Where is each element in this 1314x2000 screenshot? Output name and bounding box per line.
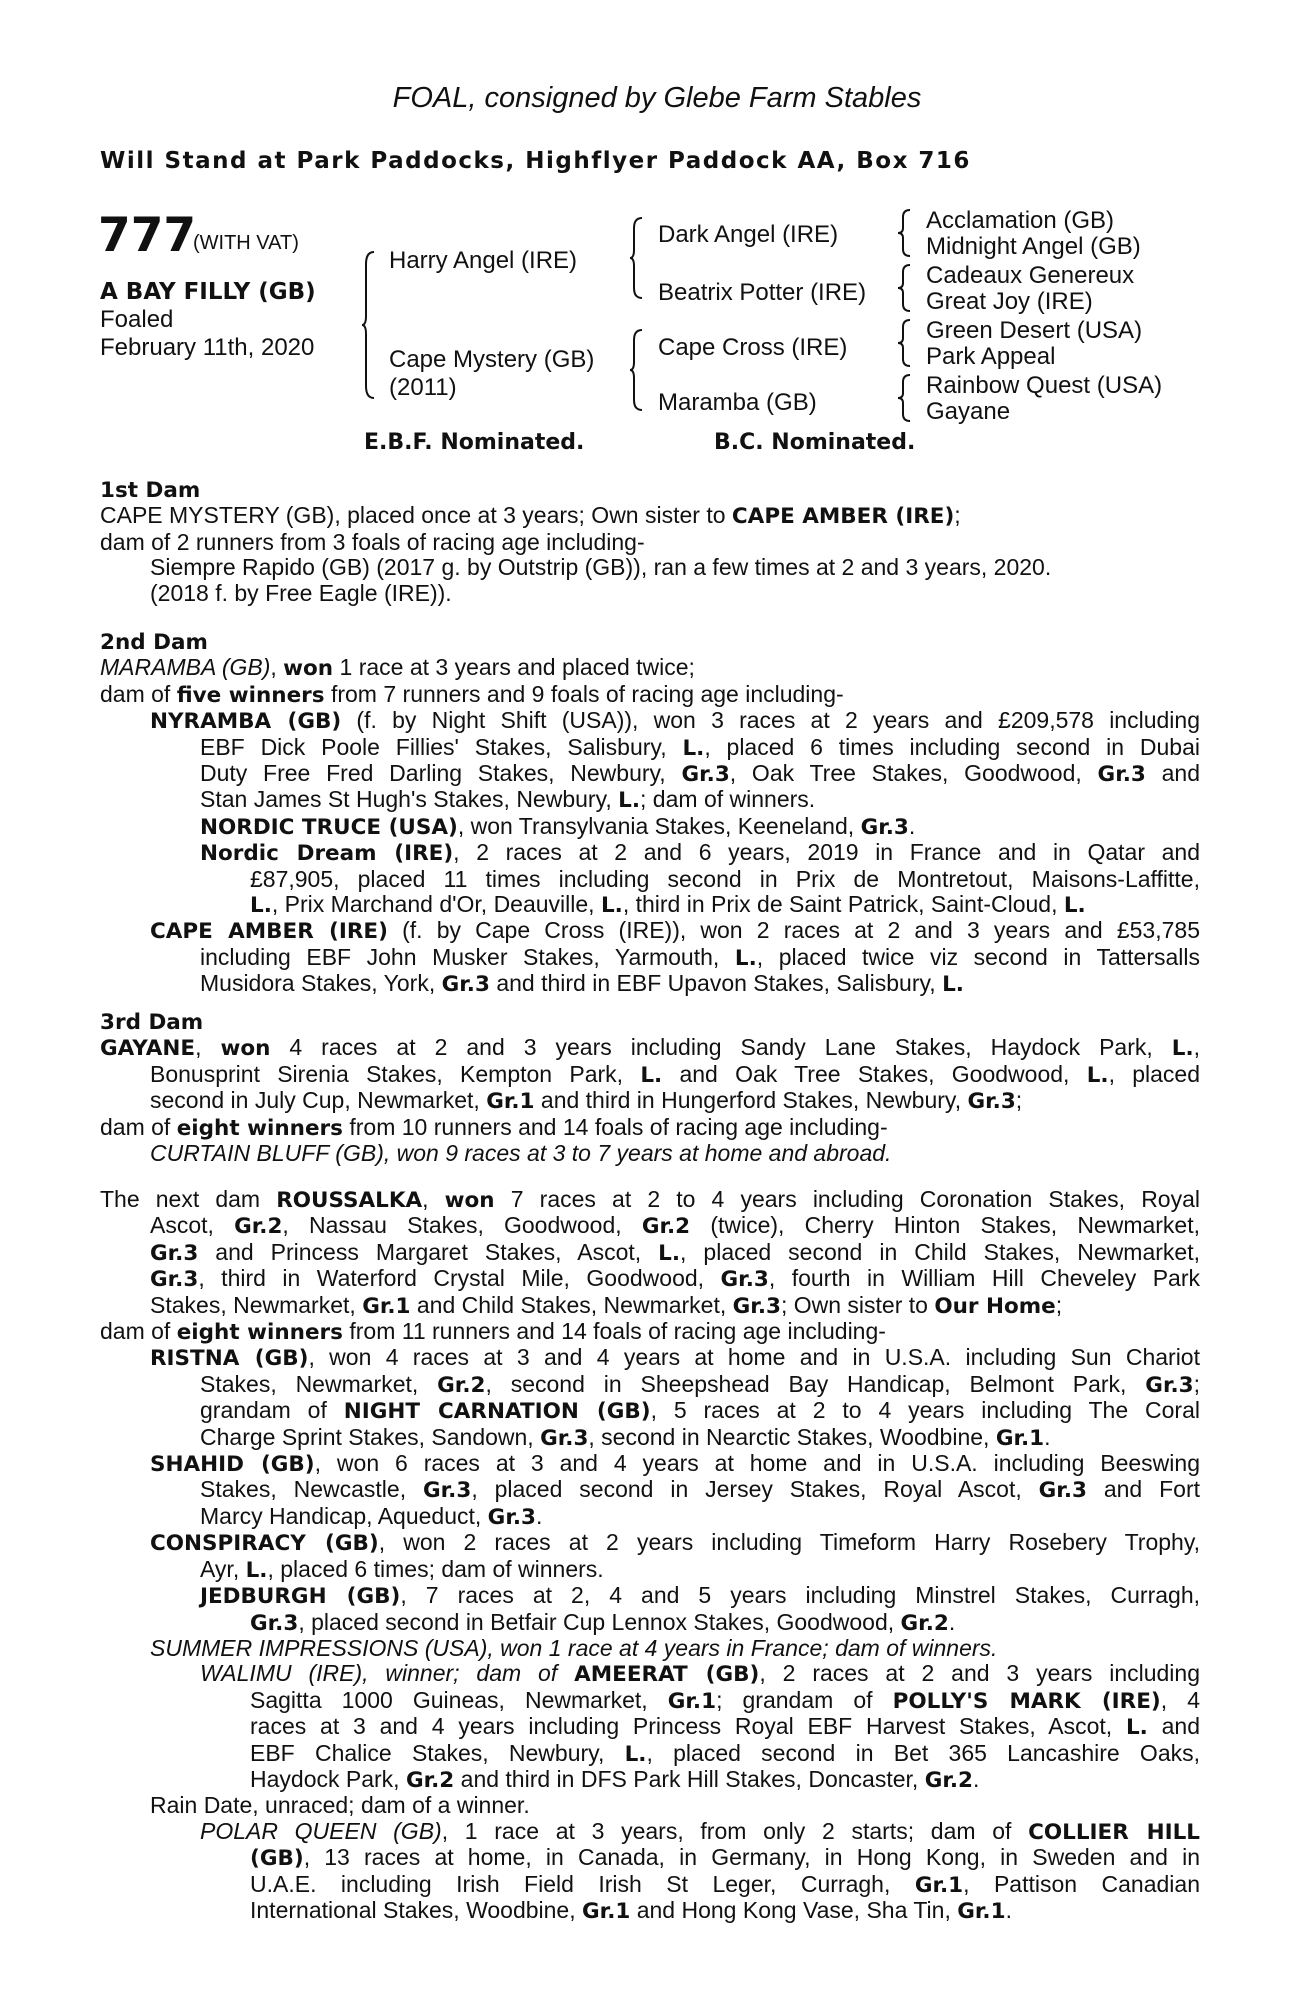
lot-description: A BAY FILLY (GB)	[100, 279, 316, 305]
next-dam-line: POLAR QUEEN (GB), 1 race at 3 years, from only 2 starts; dam of COLLIER HILL	[200, 1817, 1200, 1845]
first-dam-line: dam of 2 runners from 3 foals of racing age including-	[100, 528, 645, 555]
next-dam-line: SUMMER IMPRESSIONS (USA), won 1 race at 4 years in France; dam of winners.	[150, 1634, 998, 1661]
next-dam-line: EBF Chalice Stakes, Newbury, L., placed second in Bet 365 Lancashire Oaks,	[250, 1739, 1201, 1767]
sire-sire-sire: Acclamation (GB)	[926, 207, 1115, 234]
second-dam-line: £87,905, placed 11 times including second in Prix de Montretout, Maisons-Laffitte,	[250, 865, 1200, 892]
third-dam-heading: 3rd Dam	[100, 1010, 204, 1035]
next-dam-line: Marcy Handicap, Aqueduct, Gr.3.	[200, 1502, 543, 1530]
next-dam-line: Rain Date, unraced; dam of a winner.	[150, 1792, 530, 1819]
foaled-label: Foaled	[100, 306, 174, 333]
dam-sire: Cape Cross (IRE)	[658, 334, 848, 361]
sire: Harry Angel (IRE)	[389, 247, 578, 274]
second-dam-line: MARAMBA (GB), won 1 race at 3 years and placed twice;	[100, 654, 695, 682]
next-dam-line: JEDBURGH (GB), 7 races at 2, 4 and 5 years including Minstrel Stakes, Curragh,	[200, 1582, 1201, 1610]
vat-note: (WITH VAT)	[193, 232, 299, 254]
first-dam-heading: 1st Dam	[100, 478, 201, 503]
second-dam-line: L., Prix Marchand d'Or, Deauville, L., third in Prix de Saint Patrick, Saint-Cloud, L.	[250, 891, 1086, 919]
first-dam-section	[100, 478, 1200, 606]
pedigree-bracket-3a	[898, 208, 912, 258]
catalogue-title: FOAL, consigned by Glebe Farm Stables	[392, 82, 922, 114]
first-dam-line: CAPE MYSTERY (GB), placed once at 3 years; Own sister to CAPE AMBER (IRE);	[100, 502, 961, 530]
next-dam-line: Ascot, Gr.2, Nassau Stakes, Goodwood, Gr.2 (twice), Cherry Hinton Stakes, Newmarket,	[150, 1212, 1201, 1240]
third-dam-section	[100, 1010, 1200, 1166]
next-dam-line: The next dam ROUSSALKA, won 7 races at 2 to 4 years including Coronation Stakes, Royal	[100, 1186, 1200, 1213]
sire-dam-dam: Great Joy (IRE)	[926, 288, 1093, 315]
second-dam-line: Duty Free Fred Darling Stakes, Newbury, Gr.3, Oak Tree Stakes, Goodwood, Gr.3 and	[200, 760, 1200, 788]
dam: Cape Mystery (GB)	[389, 346, 595, 373]
second-dam-line: dam of five winners from 7 runners and 9 foals of racing age including-	[100, 680, 844, 708]
second-dam-line: Musidora Stakes, York, Gr.3 and third in EBF Upavon Stakes, Salisbury, L.	[200, 970, 964, 998]
sire-dam-sire: Cadeaux Genereux	[926, 262, 1135, 289]
pedigree-bracket-1	[362, 250, 376, 400]
first-dam-line: Siempre Rapido (GB) (2017 g. by Outstrip (GB)), ran a few times at 2 and 3 years, 2020.	[150, 554, 1052, 581]
second-dam-line: Nordic Dream (IRE), 2 races at 2 and 6 years, 2019 in France and in Qatar and	[200, 839, 1201, 867]
dam-dam: Maramba (GB)	[658, 389, 817, 416]
next-dam-line: Stakes, Newmarket, Gr.2, second in Sheepshead Bay Handicap, Belmont Park, Gr.3;	[200, 1370, 1200, 1398]
dam-sire-sire: Green Desert (USA)	[926, 317, 1143, 344]
second-dam-line: EBF Dick Poole Fillies' Stakes, Salisbury, L., placed 6 times including second in Dubai	[200, 733, 1200, 761]
pedigree-bracket-3c	[898, 318, 912, 368]
next-dam-line: WALIMU (IRE), winner; dam of AMEERAT (GB), 2 races at 2 and 3 years including	[200, 1660, 1200, 1688]
pedigree-bracket-3b	[898, 263, 912, 313]
next-dam-line: RISTNA (GB), won 4 races at 3 and 4 years at home and in U.S.A. including Sun Chariot	[150, 1344, 1200, 1372]
next-dam-line: U.A.E. including Irish Field Irish St Leger, Curragh, Gr.1, Pattison Canadian	[250, 1870, 1200, 1898]
second-dam-line: Stan James St Hugh's Stakes, Newbury, L.; dam of winners.	[200, 786, 816, 814]
second-dam-line: NYRAMBA (GB) (f. by Night Shift (USA)), won 3 races at 2 years and £209,578 including	[150, 707, 1200, 735]
dam-dam-sire: Rainbow Quest (USA)	[926, 372, 1163, 399]
next-dam-line: CONSPIRACY (GB), won 2 races at 2 years including Timeform Harry Rosebery Trophy,	[150, 1529, 1201, 1557]
second-dam-heading: 2nd Dam	[100, 630, 208, 655]
next-dam-line: Gr.3 and Princess Margaret Stakes, Ascot, L., placed second in Child Stakes, Newmarket,	[150, 1238, 1200, 1266]
next-dam-line: Charge Sprint Stakes, Sandown, Gr.3, second in Nearctic Stakes, Woodbine, Gr.1.	[200, 1423, 1051, 1451]
sire-sire-dam: Midnight Angel (GB)	[926, 233, 1141, 260]
lot-number: 777	[98, 208, 197, 263]
third-dam-line: GAYANE, won 4 races at 2 and 3 years including Sandy Lane Stakes, Haydock Park, L.,	[100, 1034, 1201, 1062]
pedigree-bracket-2b	[630, 328, 644, 412]
second-dam-section	[100, 630, 1200, 998]
next-dam-line: International Stakes, Woodbine, Gr.1 and Hong Kong Vase, Sha Tin, Gr.1.	[250, 1896, 1012, 1924]
next-dam-line: Sagitta 1000 Guineas, Newmarket, Gr.1; grandam of POLLY'S MARK (IRE), 4	[250, 1686, 1200, 1714]
dam-sire-dam: Park Appeal	[926, 343, 1056, 370]
next-dam-line: Gr.3, third in Waterford Crystal Mile, Goodwood, Gr.3, fourth in William Hill Cheveley Park	[150, 1265, 1200, 1293]
second-dam-line: including EBF John Musker Stakes, Yarmouth, L., placed twice viz second in Tattersalls	[200, 943, 1200, 971]
sire-sire: Dark Angel (IRE)	[658, 221, 839, 248]
second-dam-line: CAPE AMBER (IRE) (f. by Cape Cross (IRE)), won 2 races at 2 and 3 years and £53,785	[150, 917, 1200, 945]
sire-dam: Beatrix Potter (IRE)	[658, 279, 867, 306]
bc-nominated: B.C. Nominated.	[714, 430, 916, 455]
next-dam-line: Gr.3, placed second in Betfair Cup Lennox Stakes, Goodwood, Gr.2.	[250, 1608, 956, 1636]
pedigree-bracket-3d	[898, 373, 912, 423]
dam-year: (2011)	[389, 374, 457, 401]
second-dam-line: NORDIC TRUCE (USA), won Transylvania Stakes, Keeneland, Gr.3.	[200, 812, 916, 840]
next-dam-section	[100, 1187, 1200, 1924]
third-dam-line: second in July Cup, Newmarket, Gr.1 and third in Hungerford Stakes, Newbury, Gr.3;	[150, 1087, 1023, 1115]
ebf-nominated: E.B.F. Nominated.	[364, 430, 585, 455]
third-dam-line: CURTAIN BLUFF (GB), won 9 races at 3 to 7 years at home and abroad.	[150, 1140, 892, 1167]
next-dam-line: Stakes, Newmarket, Gr.1 and Child Stakes, Newmarket, Gr.3; Own sister to Our Home;	[150, 1291, 1063, 1319]
third-dam-line: Bonusprint Sirenia Stakes, Kempton Park, L. and Oak Tree Stakes, Goodwood, L., placed	[150, 1060, 1200, 1088]
next-dam-line: races at 3 and 4 years including Princess Royal EBF Harvest Stakes, Ascot, L. and	[250, 1713, 1200, 1741]
pedigree-bracket-2a	[630, 216, 644, 300]
next-dam-line: dam of eight winners from 11 runners and 14 foals of racing age including-	[100, 1318, 886, 1346]
next-dam-line: Ayr, L., placed 6 times; dam of winners.	[200, 1555, 604, 1583]
next-dam-line: (GB), 13 races at home, in Canada, in Germany, in Hong Kong, in Sweden and in	[250, 1844, 1200, 1872]
next-dam-line: Stakes, Newcastle, Gr.3, placed second in Jersey Stakes, Royal Ascot, Gr.3 and Fort	[200, 1476, 1201, 1504]
first-dam-line: (2018 f. by Free Eagle (IRE)).	[150, 579, 452, 606]
next-dam-line: grandam of NIGHT CARNATION (GB), 5 races at 2 to 4 years including The Coral	[200, 1397, 1200, 1425]
next-dam-line: Haydock Park, Gr.2 and third in DFS Park Hill Stakes, Doncaster, Gr.2.	[250, 1765, 980, 1793]
third-dam-line: dam of eight winners from 10 runners and 14 foals of racing age including-	[100, 1113, 888, 1141]
dam-dam-dam: Gayane	[926, 398, 1011, 425]
stand-location: Will Stand at Park Paddocks, Highflyer Paddock AA, Box 716	[100, 148, 971, 174]
foaled-date: February 11th, 2020	[100, 334, 315, 361]
next-dam-line: SHAHID (GB), won 6 races at 3 and 4 years at home and in U.S.A. including Beeswing	[150, 1450, 1200, 1478]
